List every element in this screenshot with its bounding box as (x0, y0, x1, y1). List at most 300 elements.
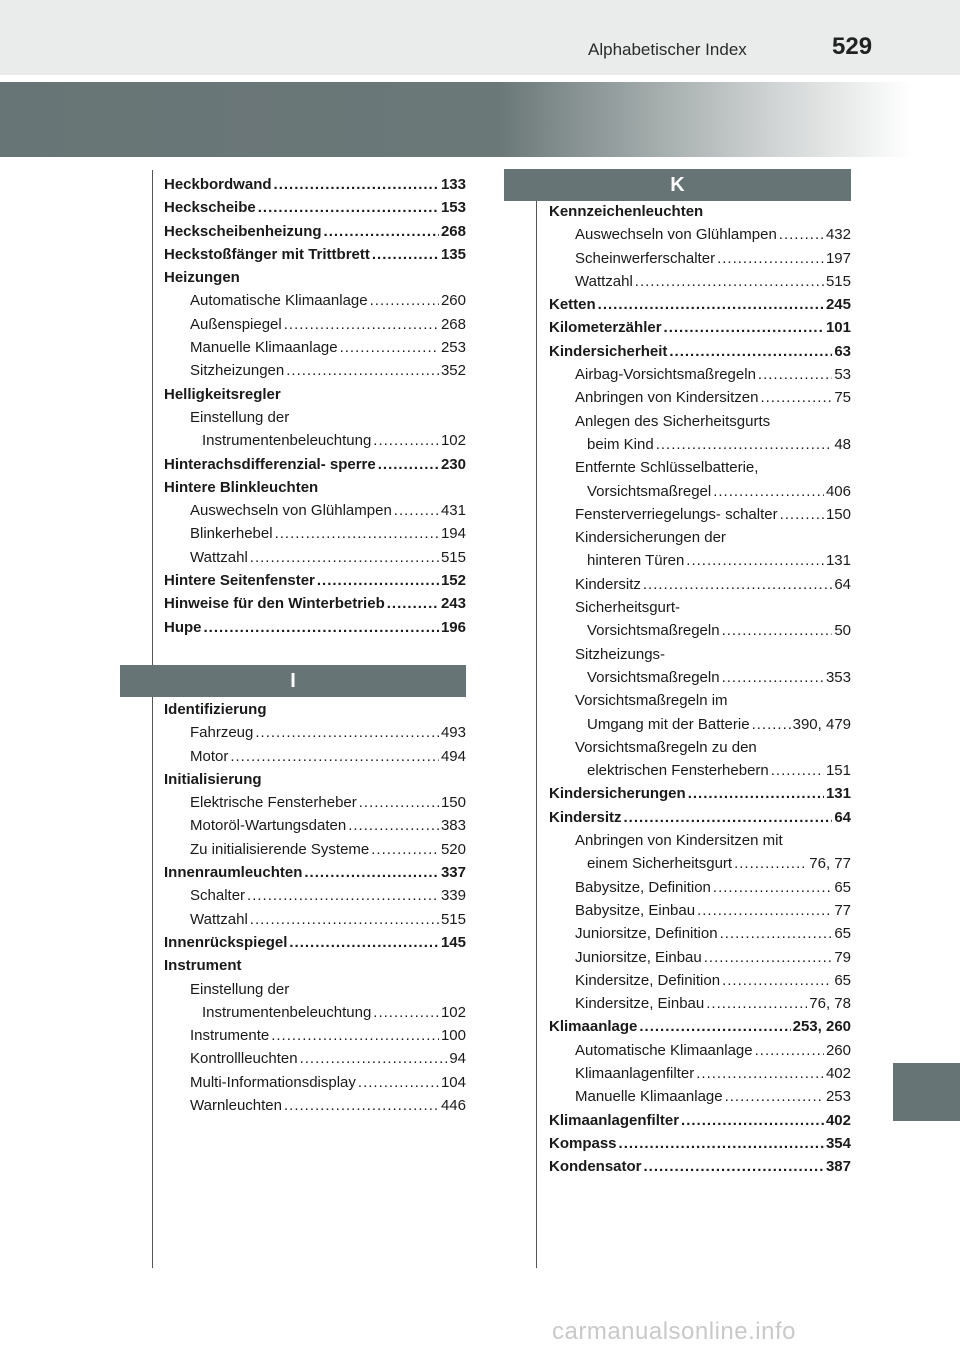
index-entry-label: Entfernte Schlüsselbatterie, (575, 459, 759, 477)
index-entry-label: Außenspiegel (190, 315, 282, 333)
leader-dots (317, 572, 439, 589)
leader-dots (204, 619, 439, 636)
index-entry-label: Motoröl-Wartungsdaten (190, 817, 347, 835)
index-list-k (549, 203, 851, 1181)
leader-dots (706, 995, 807, 1012)
leader-dots (688, 785, 824, 802)
right-index-column (549, 203, 851, 1181)
index-entry-page: 390, 479 (792, 715, 851, 733)
index-entry (549, 319, 851, 342)
leader-dots (780, 506, 824, 523)
index-entry-page: 260 (440, 292, 466, 310)
index-entry-label: Heckbordwand (164, 176, 272, 193)
index-entry-label: Kontrollleuchten (190, 1050, 298, 1068)
index-entry-label: Schalter (190, 887, 246, 905)
index-entry (549, 879, 851, 902)
index-entry-label: Sitzheizungs- (575, 645, 666, 663)
index-entry (164, 176, 466, 199)
index-entry-label: Juniorsitze, Definition (575, 925, 718, 943)
index-entry-label: Ketten (549, 296, 596, 314)
index-entry (164, 1027, 466, 1050)
index-entry-page: 64 (834, 575, 851, 593)
index-entry (164, 794, 466, 817)
index-entry-label: Kindersitz (549, 808, 622, 826)
leader-dots (230, 748, 439, 765)
index-entry-label: Manuelle Klimaanlage (575, 1088, 723, 1106)
index-entry (164, 595, 466, 618)
index-entry (164, 724, 466, 747)
leader-dots (752, 716, 791, 733)
index-entry-page: 494 (440, 747, 466, 765)
index-entry (549, 949, 851, 972)
index-entry (549, 483, 851, 506)
leader-dots (359, 794, 439, 811)
watermark-text: carmanualsonline.info (552, 1318, 796, 1345)
index-entry-page: 64 (834, 808, 851, 826)
index-entry-label: Vorsichtsmaßregeln zu den (575, 738, 757, 756)
index-entry-page: 94 (449, 1050, 466, 1068)
index-entry-label: Kondensator (549, 1158, 642, 1176)
index-entry-page: 135 (440, 245, 466, 263)
leader-dots (286, 362, 439, 379)
index-entry-label: Sicherheitsgurt- (575, 599, 681, 617)
index-entry (549, 1042, 851, 1065)
leader-dots (644, 1158, 824, 1175)
index-entry-page: 197 (825, 249, 851, 267)
left-index-column-i (164, 701, 466, 1120)
leader-dots (274, 176, 439, 193)
page-number: 529 (832, 33, 873, 60)
index-entry (164, 957, 466, 980)
index-entry (164, 362, 466, 385)
index-entry (549, 669, 851, 692)
index-entry (164, 748, 466, 771)
index-entry (549, 250, 851, 273)
index-entry (549, 646, 851, 669)
index-entry-label: Anlegen des Sicherheitsgurts (575, 412, 771, 430)
index-entry (549, 832, 851, 855)
index-entry-page: 76, 77 (809, 855, 851, 873)
index-entry-page: 515 (440, 548, 466, 566)
leader-dots (373, 1004, 439, 1021)
index-entry-label: Hupe (164, 618, 202, 636)
index-entry (164, 386, 466, 409)
index-entry-label: Instrumentenbeleuchtung (202, 1003, 372, 1021)
index-entry (164, 292, 466, 315)
right-column-rule (536, 200, 537, 1268)
index-entry-label: Babysitze, Definition (575, 878, 711, 896)
index-entry-page: 352 (440, 362, 466, 380)
index-entry-label: Helligkeitsregler (164, 385, 281, 403)
index-entry-label: Zu initialisierende Systeme (190, 840, 370, 858)
index-entry (164, 981, 466, 1004)
leader-dots (722, 972, 832, 989)
index-entry-label: Instrumentenbeleuchtung (202, 432, 372, 450)
index-entry (549, 692, 851, 715)
index-entry-label: Heizungen (164, 269, 240, 287)
index-entry (549, 413, 851, 436)
leader-dots (639, 1018, 790, 1035)
index-entry-page: 446 (440, 1097, 466, 1115)
index-entry-page: 253 (440, 339, 466, 357)
leader-dots (255, 724, 439, 741)
index-entry (164, 339, 466, 362)
index-entry (164, 771, 466, 794)
index-entry (549, 716, 851, 739)
index-entry (549, 1018, 851, 1041)
index-entry (164, 525, 466, 548)
index-entry-page: 196 (440, 618, 466, 636)
index-entry-label: Vorsichtsmaßregeln (587, 622, 720, 640)
index-entry-page: 432 (825, 226, 851, 244)
leader-dots (378, 456, 439, 473)
index-entry-label: Klimaanlage (549, 1018, 638, 1036)
index-entry-label: Sitzheizungen (190, 362, 285, 380)
index-entry-label: Wattzahl (575, 272, 633, 290)
leader-dots (358, 1074, 439, 1091)
index-entry-label: Automatische Klimaanlage (190, 292, 368, 310)
leader-dots (669, 343, 832, 360)
index-entry-page: 243 (440, 595, 466, 613)
index-entry-page: 76, 78 (809, 995, 851, 1013)
index-entry-page: 65 (834, 925, 851, 943)
index-entry (164, 316, 466, 339)
index-entry-label: Juniorsitze, Einbau (575, 948, 702, 966)
index-entry-page: 102 (440, 432, 466, 450)
leader-dots (713, 879, 832, 896)
index-entry-page: 383 (440, 817, 466, 835)
index-entry-page: 339 (440, 887, 466, 905)
index-entry-label: Blinkerhebel (190, 525, 273, 543)
leader-dots (284, 316, 439, 333)
leader-dots (387, 595, 439, 612)
index-entry-label: beim Kind (587, 435, 654, 453)
leader-dots (725, 1088, 824, 1105)
index-entry-label: Warnleuchten (190, 1097, 282, 1115)
index-entry (549, 1135, 851, 1158)
index-entry (549, 506, 851, 529)
index-entry-page: 133 (440, 176, 466, 193)
index-entry-label: Hintere Blinkleuchten (164, 478, 319, 496)
index-entry (549, 529, 851, 552)
index-entry-page: 245 (825, 296, 851, 314)
index-entry (164, 479, 466, 502)
index-entry (164, 246, 466, 269)
index-entry-page: 131 (825, 785, 851, 803)
index-entry (164, 1004, 466, 1027)
left-column-rule (152, 170, 153, 1268)
index-entry (549, 389, 851, 412)
index-entry (549, 902, 851, 925)
leader-dots (370, 292, 439, 309)
index-entry-page: 53 (834, 366, 851, 384)
index-entry (549, 622, 851, 645)
leader-dots (643, 576, 832, 593)
index-entry-page: 77 (834, 901, 851, 919)
index-entry (164, 864, 466, 887)
index-entry-label: Scheinwerferschalter (575, 249, 716, 267)
index-entry (549, 576, 851, 599)
index-entry (549, 296, 851, 319)
index-entry (549, 1112, 851, 1135)
index-entry (549, 203, 851, 226)
index-entry (549, 855, 851, 878)
index-entry-label: Manuelle Klimaanlage (190, 339, 338, 357)
section-header-k: K (504, 169, 851, 201)
leader-dots (696, 1065, 824, 1082)
index-entry (164, 619, 466, 642)
index-entry-label: Klimaanlagenfilter (575, 1064, 695, 1082)
leader-dots (779, 226, 824, 243)
index-entry-label: Motor (190, 747, 229, 765)
leader-dots (300, 1050, 448, 1067)
index-entry (549, 552, 851, 575)
index-entry-page: 515 (440, 910, 466, 928)
index-entry-label: Kilometerzähler (549, 319, 662, 337)
index-entry-label: Vorsichtsmaßregeln im (575, 692, 728, 710)
index-entry-label: Babysitze, Einbau (575, 901, 696, 919)
index-entry-label: Auswechseln von Glühlampen (575, 226, 777, 244)
index-entry (549, 995, 851, 1018)
index-entry (164, 572, 466, 595)
index-entry-page: 150 (825, 505, 851, 523)
leader-dots (758, 366, 832, 383)
index-entry-label: Initialisierung (164, 770, 262, 788)
index-entry-label: Innenraumleuchten (164, 864, 303, 882)
index-entry-label: Kindersicherheit (549, 342, 668, 360)
page-title: Alphabetischer Index (588, 40, 747, 59)
index-entry-label: Wattzahl (190, 548, 248, 566)
leader-dots (371, 841, 439, 858)
index-entry-label: Fensterverriegelungs- schalter (575, 505, 778, 523)
index-entry-page: 102 (440, 1003, 466, 1021)
index-entry-page: 145 (440, 933, 466, 951)
index-entry (164, 1050, 466, 1073)
index-entry (164, 934, 466, 957)
index-entry (164, 817, 466, 840)
index-entry (549, 762, 851, 785)
index-entry-label: Einstellung der (190, 408, 290, 426)
index-entry-page: 131 (825, 552, 851, 570)
index-entry (164, 1097, 466, 1120)
index-entry-page: 65 (834, 971, 851, 989)
leader-dots (686, 552, 824, 569)
leader-dots (275, 525, 439, 542)
index-entry-label: Hintere Seitenfenster (164, 572, 315, 590)
chapter-tab (893, 1063, 960, 1121)
index-entry (549, 459, 851, 482)
leader-dots (624, 809, 833, 826)
leader-dots (722, 669, 824, 686)
index-entry (549, 972, 851, 995)
index-entry-page: 253 (825, 1088, 851, 1106)
index-entry-page: 150 (440, 794, 466, 812)
index-entry-page: 431 (440, 502, 466, 520)
leader-dots (373, 432, 439, 449)
index-entry-page: 354 (825, 1134, 851, 1152)
leader-dots (681, 1112, 824, 1129)
leader-dots (271, 1027, 439, 1044)
leader-dots (250, 549, 439, 566)
index-entry (549, 226, 851, 249)
leader-dots (713, 483, 824, 500)
index-entry (164, 841, 466, 864)
leader-dots (598, 296, 824, 313)
index-entry (549, 925, 851, 948)
index-entry-label: Heckstoßfänger mit Trittbrett (164, 245, 370, 263)
index-entry-label: einem Sicherheitsgurt (587, 855, 733, 873)
index-entry (164, 223, 466, 246)
index-entry-label: Airbag-Vorsichtsmaßregeln (575, 366, 756, 384)
index-entry (549, 599, 851, 622)
index-entry-page: 63 (834, 342, 851, 360)
index-entry (549, 273, 851, 296)
index-list-i (164, 701, 466, 1120)
index-entry-label: hinteren Türen (587, 552, 685, 570)
index-entry (164, 701, 466, 724)
index-entry (164, 502, 466, 525)
leader-dots (247, 887, 439, 904)
leader-dots (704, 949, 833, 966)
index-entry (549, 1065, 851, 1088)
page-header-bar (0, 0, 960, 75)
index-entry-page: 515 (825, 272, 851, 290)
index-entry-label: Hinweise für den Winterbetrieb (164, 595, 385, 613)
index-entry-label: Wattzahl (190, 910, 248, 928)
index-entry-label: Auswechseln von Glühlampen (190, 502, 392, 520)
index-entry (549, 1088, 851, 1111)
index-entry (164, 199, 466, 222)
index-entry-page: 268 (440, 315, 466, 333)
leader-dots (755, 1042, 824, 1059)
leader-dots (284, 1097, 439, 1114)
index-entry (164, 456, 466, 479)
index-entry-page: 260 (825, 1041, 851, 1059)
index-entry (164, 549, 466, 572)
leader-dots (720, 925, 833, 942)
index-entry-label: Kindersitze, Einbau (575, 995, 705, 1013)
index-entry-page: 104 (440, 1073, 466, 1091)
index-entry-page: 79 (834, 948, 851, 966)
leader-dots (258, 199, 439, 216)
index-entry (549, 785, 851, 808)
index-entry-page: 48 (834, 435, 851, 453)
index-entry (164, 1074, 466, 1097)
leader-dots (664, 319, 824, 336)
index-entry-label: Fahrzeug (190, 724, 254, 742)
leader-dots (619, 1135, 824, 1152)
leader-dots (697, 902, 832, 919)
leader-dots (289, 934, 439, 951)
index-entry-label: Kompass (549, 1134, 617, 1152)
index-entry-label: Automatische Klimaanlage (575, 1041, 753, 1059)
leader-dots (771, 762, 824, 779)
index-entry-label: Kindersitz (575, 575, 641, 593)
index-list-h (164, 176, 466, 642)
index-entry-label: Anbringen von Kindersitzen mit (575, 832, 783, 850)
index-entry-page: 152 (440, 572, 466, 590)
leader-dots (717, 250, 824, 267)
index-entry-label: Einstellung der (190, 980, 290, 998)
left-index-column (164, 176, 466, 642)
index-entry-page: 406 (825, 482, 851, 500)
index-entry-page: 402 (825, 1064, 851, 1082)
index-entry-page: 353 (825, 668, 851, 686)
leader-dots (656, 436, 833, 453)
index-entry-label: Vorsichtsmaßregeln (587, 668, 720, 686)
decorative-banner (0, 82, 960, 157)
index-entry-label: Identifizierung (164, 701, 267, 718)
index-entry-page: 100 (440, 1027, 466, 1045)
index-entry-label: Elektrische Fensterheber (190, 794, 357, 812)
leader-dots (250, 911, 439, 928)
index-entry (164, 409, 466, 432)
index-entry-page: 387 (825, 1158, 851, 1176)
index-entry-label: Anbringen von Kindersitzen (575, 389, 759, 407)
index-entry-page: 520 (440, 840, 466, 858)
index-entry-label: Instrumente (190, 1027, 270, 1045)
leader-dots (394, 502, 439, 519)
index-entry-page: 194 (440, 525, 466, 543)
index-entry (164, 269, 466, 292)
index-entry-label: Kennzeichenleuchten (549, 203, 704, 220)
index-entry (549, 436, 851, 459)
index-entry (549, 1158, 851, 1181)
index-entry (549, 366, 851, 389)
index-entry (549, 739, 851, 762)
index-entry-page: 65 (834, 878, 851, 896)
index-entry (164, 887, 466, 910)
leader-dots (372, 246, 439, 263)
index-entry-page: 402 (825, 1111, 851, 1129)
leader-dots (304, 864, 439, 881)
index-entry-page: 153 (440, 199, 466, 217)
index-entry-label: Innenrückspiegel (164, 933, 288, 951)
index-entry-label: Heckscheibenheizung (164, 222, 322, 240)
index-entry (549, 343, 851, 366)
index-entry (164, 432, 466, 455)
index-entry-label: Hinterachsdifferenzial- sperre (164, 455, 376, 473)
index-entry-label: Umgang mit der Batterie (587, 715, 750, 733)
leader-dots (734, 855, 807, 872)
index-entry-page: 493 (440, 724, 466, 742)
index-entry (164, 911, 466, 934)
index-entry-page: 101 (825, 319, 851, 337)
index-entry-page: 337 (440, 864, 466, 882)
section-header-i: I (120, 665, 466, 697)
leader-dots (340, 339, 439, 356)
index-entry-page: 253, 260 (792, 1018, 851, 1036)
index-entry-page: 230 (440, 455, 466, 473)
index-entry-label: Multi-Informationsdisplay (190, 1073, 356, 1091)
leader-dots (722, 622, 833, 639)
index-entry-page: 268 (440, 222, 466, 240)
index-entry-label: Klimaanlagenfilter (549, 1111, 680, 1129)
index-entry-page: 151 (825, 762, 851, 780)
index-entry-page: 50 (834, 622, 851, 640)
index-entry-label: elektrischen Fensterhebern (587, 762, 769, 780)
leader-dots (324, 223, 439, 240)
index-entry-label: Kindersitze, Definition (575, 971, 721, 989)
leader-dots (635, 273, 824, 290)
index-entry-label: Kindersicherungen (549, 785, 686, 803)
leader-dots (760, 389, 832, 406)
index-entry-label: Heckscheibe (164, 199, 256, 217)
index-entry-label: Instrument (164, 957, 242, 975)
index-entry-page: 75 (834, 389, 851, 407)
index-entry-label: Kindersicherungen der (575, 529, 726, 547)
leader-dots (348, 817, 439, 834)
